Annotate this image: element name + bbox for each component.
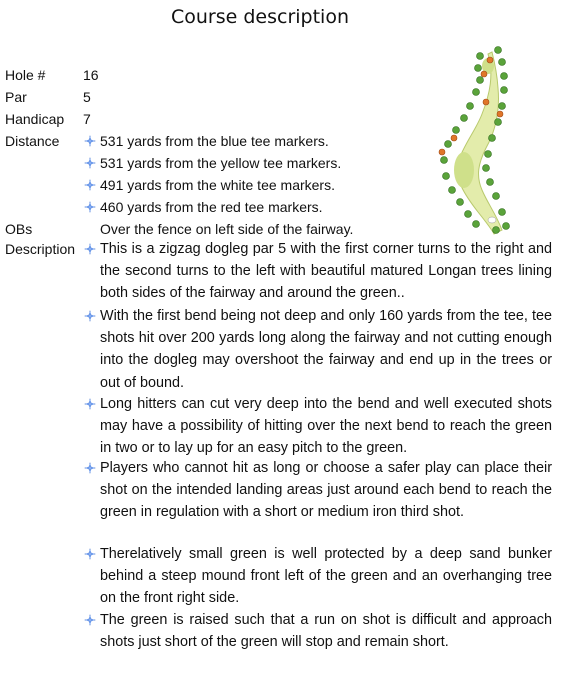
- plus-diamond-icon: [84, 157, 96, 169]
- plus-diamond-icon: [84, 462, 96, 474]
- description-label: Description: [5, 241, 76, 257]
- distance-red: 460 yards from the red tee markers.: [100, 199, 323, 215]
- obs-value: Over the fence on left side of the fairway.: [100, 221, 354, 237]
- distance-blue: 531 yards from the blue tee markers.: [100, 133, 329, 149]
- plus-diamond-icon: [84, 614, 96, 626]
- description-paragraph: Players who cannot hit as long or choose a safer play can place their shot on the intended landing areas just around each bend to reach the green in regulation with a short or medium iron third shot.: [100, 460, 552, 521]
- handicap-value: 7: [83, 111, 91, 127]
- plus-diamond-icon: [84, 201, 96, 213]
- plus-diamond-icon: [84, 310, 96, 322]
- plus-diamond-icon: [84, 243, 96, 255]
- obs-label: OBs: [5, 221, 33, 237]
- distance-yellow: 531 yards from the yellow tee markers.: [100, 155, 342, 171]
- hole-label: Hole #: [5, 67, 46, 83]
- distance-white: 491 yards from the white tee markers.: [100, 177, 335, 193]
- plus-diamond-icon: [84, 135, 96, 147]
- description-paragraph: This is a zigzag dogleg par 5 with the first corner turns to the right and the second turns to the left with beautiful matured Longan trees lining both sides of the fairway and around the green..: [100, 241, 552, 302]
- description-paragraph: Long hitters can cut very deep into the bend and well executed shots may have a possibility of hitting over the next bend to reach the green in two or to lay up for an easy pitch to the green.: [100, 396, 552, 457]
- plus-diamond-icon: [84, 548, 96, 560]
- hole-map-illustration: [430, 44, 510, 236]
- description-paragraph: Therelatively small green is well protected by a deep sand bunker behind a steep mound front left of the green and an overhanging tree on the front right side.: [100, 546, 552, 607]
- page-title: Course description: [170, 6, 349, 28]
- description-paragraph: With the first bend being not deep and only 160 yards from the tee, tee shots hit over 200 yards long along the fairway and not cutting enough into the dogleg may overshoot the fairway and end up in the trees or out of bound.: [100, 308, 552, 391]
- par-label: Par: [5, 89, 27, 105]
- plus-diamond-icon: [84, 398, 96, 410]
- par-value: 5: [83, 89, 91, 105]
- hole-value: 16: [83, 67, 99, 83]
- plus-diamond-icon: [84, 179, 96, 191]
- handicap-label: Handicap: [5, 111, 65, 127]
- distance-label: Distance: [5, 133, 60, 149]
- description-paragraph: The green is raised such that a run on shot is difficult and approach shots just short of the green will stop and remain short.: [100, 612, 552, 651]
